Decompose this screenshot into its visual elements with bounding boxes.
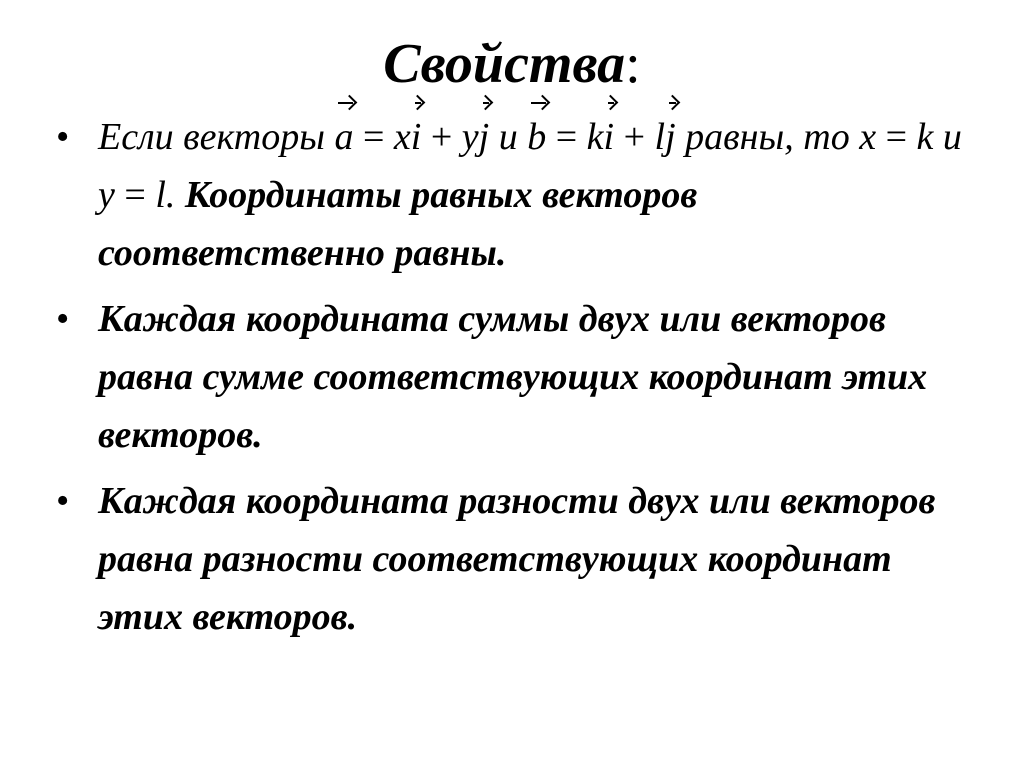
bullet-item-3 xyxy=(56,472,986,646)
bullet-3-text: Каждая координата разности двух или векторов равна разности соответствующих координат этих векторов. xyxy=(98,480,936,638)
bullet-dot-icon: • xyxy=(56,116,70,158)
bullet-list xyxy=(56,108,986,654)
x-equals-k xyxy=(859,116,933,158)
vector-a: a xyxy=(334,108,353,166)
coef-l: l xyxy=(654,116,666,158)
equals-sign: = xyxy=(555,116,578,158)
plus-sign: + xyxy=(430,116,453,158)
vector-b: b xyxy=(527,108,546,166)
coef-k: k xyxy=(586,116,604,158)
slide-title xyxy=(0,28,1024,100)
bullet-2-text: Каждая координата суммы двух или векторов равна сумме соответствующих координат этих векторов. xyxy=(98,298,928,456)
bullet-dot-icon: • xyxy=(56,480,70,522)
and-word: и xyxy=(498,116,518,158)
bullet-dot-icon: • xyxy=(56,298,70,340)
equals-sign: = xyxy=(124,174,146,216)
unit-vector-j: j xyxy=(665,108,676,166)
title-colon: : xyxy=(625,33,641,95)
plus-sign: + xyxy=(623,116,646,158)
equal-word: равны, xyxy=(685,116,794,158)
var-k: k xyxy=(916,116,934,158)
bullet-item-1 xyxy=(56,108,986,282)
vector-b-equation xyxy=(527,116,675,158)
y-equals-l xyxy=(98,174,175,216)
equals-sign: = xyxy=(362,116,385,158)
equals-sign: = xyxy=(885,116,908,158)
unit-vector-i: i xyxy=(411,108,422,166)
coef-x: x xyxy=(393,116,411,158)
if-vectors-text: Если векторы xyxy=(98,116,325,158)
coef-y: y xyxy=(461,116,479,158)
then-word: то xyxy=(803,116,850,158)
and-word: и xyxy=(942,116,962,158)
unit-vector-i: i xyxy=(604,108,615,166)
var-l: l. xyxy=(155,174,176,216)
vector-a-equation xyxy=(334,116,489,158)
bullet-1-bold-text: Координаты равных векторов соответственно равны. xyxy=(98,174,698,274)
unit-vector-j: j xyxy=(479,108,490,166)
bullet-item-2 xyxy=(56,290,986,464)
var-y: y xyxy=(98,174,115,216)
var-x: x xyxy=(859,116,877,158)
title-text: Свойства xyxy=(383,33,626,95)
